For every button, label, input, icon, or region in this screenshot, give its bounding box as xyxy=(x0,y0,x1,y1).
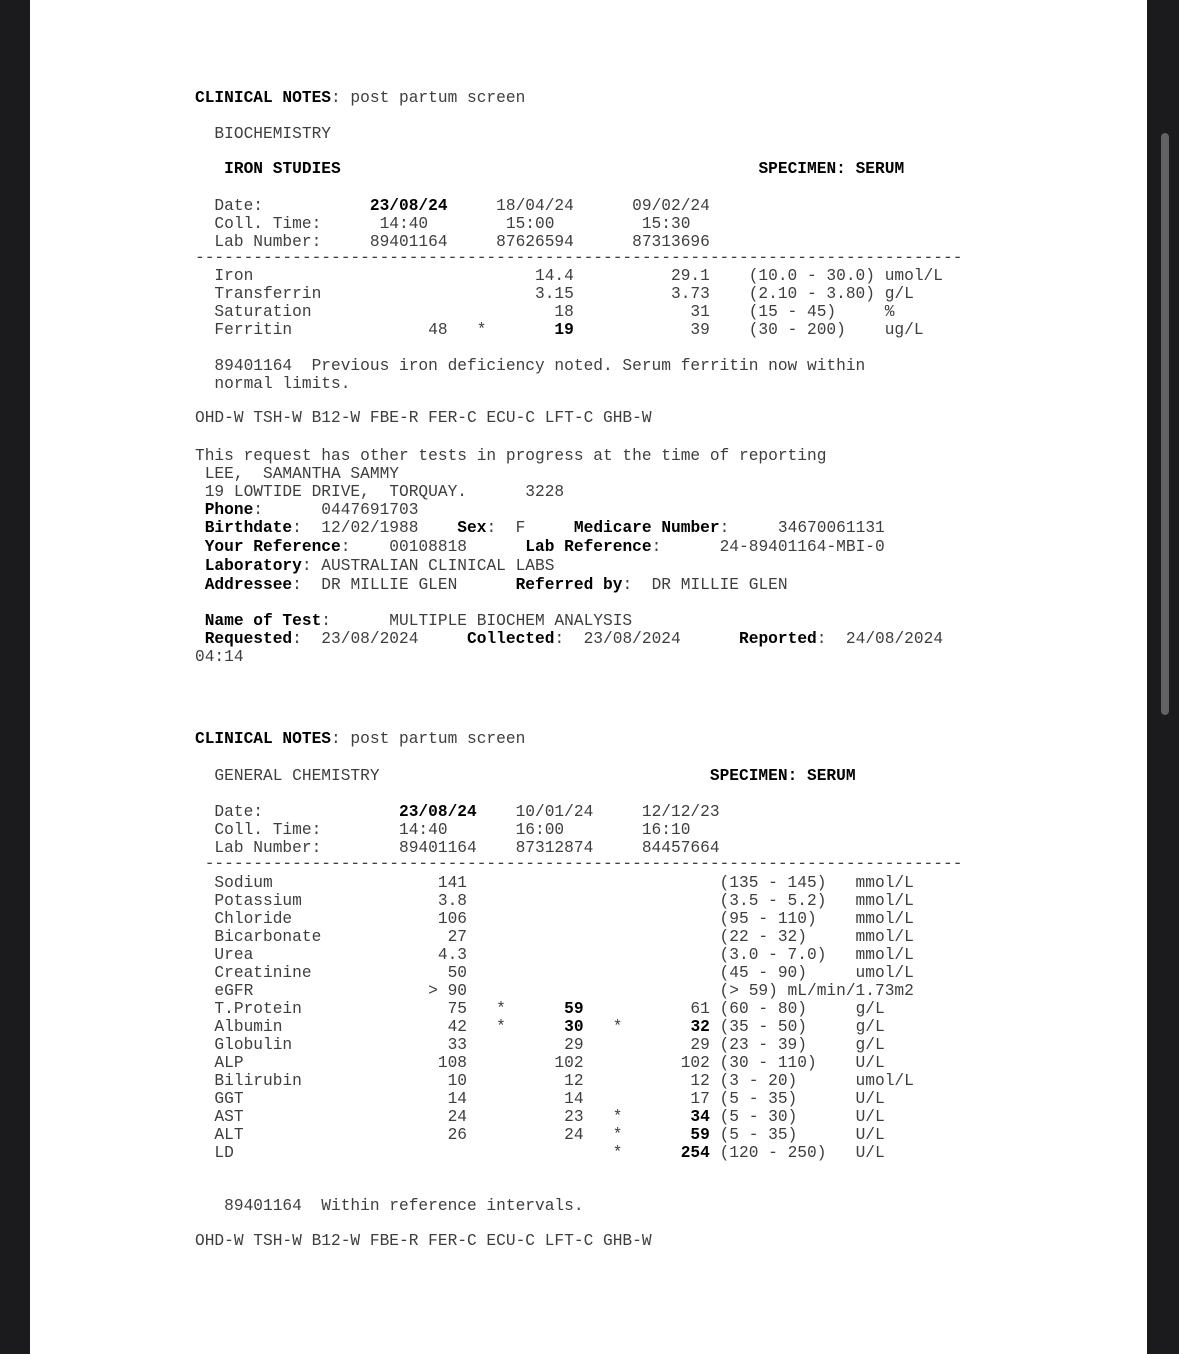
report-text xyxy=(195,89,1147,1250)
chem-time-row xyxy=(195,821,1147,839)
text-segment: : DR MILLIE GLEN xyxy=(622,576,788,594)
text-segment: eGFR > 90 (> 59) mL/min/1.73m2 xyxy=(195,982,914,1000)
text-segment xyxy=(195,557,205,575)
text-segment xyxy=(195,160,224,178)
text-segment: ------------------------------------------------------------------------------- xyxy=(195,249,963,267)
chem-divider xyxy=(195,855,1147,873)
text-segment: Iron 14.4 29.1 (10.0 - 30.0) umol/L xyxy=(195,267,943,285)
text-segment: : 23/08/2024 xyxy=(554,630,740,648)
text-segment: Lab Number: 89401164 87626594 87313696 xyxy=(195,233,710,251)
text-segment: Date: xyxy=(195,803,399,821)
patient-address xyxy=(195,483,1147,501)
text-segment: : 24/08/2024 xyxy=(816,630,944,648)
chem-row-urea xyxy=(195,946,1147,964)
text-segment: : MULTIPLE BIOCHEM ANALYSIS xyxy=(321,612,633,630)
text-segment: Bicarbonate 27 (22 - 32) mmol/L xyxy=(195,928,914,946)
patient-name xyxy=(195,465,1147,483)
text-segment: LEE, SAMANTHA SAMMY xyxy=(195,465,399,483)
text-segment: (120 - 250) U/L xyxy=(709,1144,885,1162)
test-name-row xyxy=(195,612,1147,630)
chem-row-creatinine xyxy=(195,964,1147,982)
reported-time xyxy=(195,648,1147,666)
chem-row-ggt xyxy=(195,1090,1147,1108)
iron-comment-1 xyxy=(195,357,1147,375)
chem-row-alt xyxy=(195,1126,1147,1144)
text-segment: Sex xyxy=(457,519,487,537)
text-segment: SPECIMEN: SERUM xyxy=(758,160,905,178)
text-segment: Lab Number: 89401164 87312874 84457664 xyxy=(195,839,720,857)
text-segment: Addressee xyxy=(204,576,293,594)
text-segment: : 24-89401164-MBI-0 xyxy=(651,538,885,556)
text-segment: 61 (60 - 80) g/L xyxy=(583,1000,885,1018)
references-row xyxy=(195,538,1147,556)
text-segment: This request has other tests in progress at the time of reporting xyxy=(195,447,827,465)
text-segment xyxy=(195,576,205,594)
text-segment: 19 LOWTIDE DRIVE, TORQUAY. 3228 xyxy=(195,483,565,501)
text-segment: Requested xyxy=(204,630,293,648)
in-progress-note xyxy=(195,447,1147,465)
text-segment: Sodium 141 (135 - 145) mmol/L xyxy=(195,874,914,892)
text-segment: 30 xyxy=(564,1018,584,1036)
text-segment: 23/08/24 xyxy=(369,197,448,215)
text-segment: 59 xyxy=(564,1000,584,1018)
iron-time-row xyxy=(195,215,1147,233)
text-segment: * xyxy=(583,1018,691,1036)
text-segment: AST 24 23 * xyxy=(195,1108,691,1126)
text-segment: BIOCHEMISTRY xyxy=(195,125,331,143)
text-segment: LD * xyxy=(195,1144,681,1162)
text-segment: T.Protein 75 * xyxy=(195,1000,565,1018)
iron-row-ferritin xyxy=(195,321,1147,339)
chem-row-ast xyxy=(195,1108,1147,1126)
text-segment: 34 xyxy=(690,1108,710,1126)
clinical-notes-1 xyxy=(195,89,1147,107)
text-segment: : 12/02/1988 xyxy=(292,519,458,537)
text-segment: ALT 26 24 * xyxy=(195,1126,691,1144)
text-segment: SPECIMEN: SERUM xyxy=(709,767,856,785)
text-segment: 18/04/24 09/02/24 xyxy=(447,197,710,215)
text-segment: Birthdate xyxy=(204,519,293,537)
scrollbar-thumb[interactable] xyxy=(1161,133,1169,715)
chem-row-chloride xyxy=(195,910,1147,928)
text-segment: : post partum screen xyxy=(331,89,526,107)
text-segment: OHD-W TSH-W B12-W FBE-R FER-C ECU-C LFT-C GHB-W xyxy=(195,409,652,427)
text-segment: : F xyxy=(486,519,574,537)
text-segment: : 0447691703 xyxy=(253,501,419,519)
test-codes-1 xyxy=(195,409,1147,427)
chem-row-bicarbonate xyxy=(195,928,1147,946)
text-segment: GENERAL CHEMISTRY xyxy=(195,767,710,785)
text-segment: (35 - 50) g/L xyxy=(709,1018,885,1036)
text-segment xyxy=(195,519,205,537)
text-segment: Bilirubin 10 12 12 (3 - 20) umol/L xyxy=(195,1072,914,1090)
text-segment: : AUSTRALIAN CLINICAL LABS xyxy=(301,557,555,575)
text-segment: Albumin 42 * xyxy=(195,1018,565,1036)
chem-row-ld xyxy=(195,1144,1147,1162)
text-segment: 32 xyxy=(690,1018,710,1036)
clinical-notes-2 xyxy=(195,730,1147,748)
window-chrome-left xyxy=(0,0,30,1354)
test-codes-2 xyxy=(195,1232,1147,1250)
window-chrome-right xyxy=(1147,0,1179,1354)
chem-comment xyxy=(195,1197,1147,1215)
text-segment: IRON STUDIES xyxy=(224,160,341,178)
text-segment xyxy=(195,538,205,556)
text-segment: Referred by xyxy=(515,576,623,594)
text-segment: Urea 4.3 (3.0 - 7.0) mmol/L xyxy=(195,946,914,964)
text-segment: Coll. Time: 14:40 15:00 15:30 xyxy=(195,215,691,233)
text-segment: : DR MILLIE GLEN xyxy=(292,576,516,594)
text-segment: 89401164 Previous iron deficiency noted. Serum ferritin now within xyxy=(195,357,866,375)
text-segment: 254 xyxy=(680,1144,710,1162)
text-segment: CLINICAL NOTES xyxy=(195,89,331,107)
chemistry-header xyxy=(195,767,1147,785)
text-segment: (5 - 30) U/L xyxy=(709,1108,885,1126)
text-segment: 59 xyxy=(690,1126,710,1144)
text-segment: 04:14 xyxy=(195,648,244,666)
text-segment: Collected xyxy=(467,630,555,648)
iron-comment-2 xyxy=(195,375,1147,393)
text-segment: ------------------------------------------------------------------------------ xyxy=(195,855,963,873)
text-segment: Transferrin 3.15 3.73 (2.10 - 3.80) g/L xyxy=(195,285,914,303)
chem-row-egfr xyxy=(195,982,1147,1000)
text-segment xyxy=(195,501,205,519)
text-segment xyxy=(195,630,205,648)
text-segment: Ferritin 48 * xyxy=(195,321,555,339)
text-segment: Your Reference xyxy=(204,538,341,556)
text-segment: Potassium 3.8 (3.5 - 5.2) mmol/L xyxy=(195,892,914,910)
text-segment: normal limits. xyxy=(195,375,351,393)
text-segment: : 00108818 xyxy=(340,538,526,556)
lab-report-document xyxy=(30,0,1147,1354)
text-segment: CLINICAL NOTES xyxy=(195,730,331,748)
chem-row-albumin xyxy=(195,1018,1147,1036)
text-segment: 39 (30 - 200) ug/L xyxy=(573,321,924,339)
text-segment: Name of Test xyxy=(204,612,322,630)
chem-row-sodium xyxy=(195,874,1147,892)
text-segment: : 23/08/2024 xyxy=(292,630,468,648)
chem-row-tprotein xyxy=(195,1000,1147,1018)
text-segment xyxy=(341,160,759,178)
text-segment: 10/01/24 12/12/23 xyxy=(476,803,720,821)
chem-row-alp xyxy=(195,1054,1147,1072)
chem-row-globulin xyxy=(195,1036,1147,1054)
text-segment: OHD-W TSH-W B12-W FBE-R FER-C ECU-C LFT-C GHB-W xyxy=(195,1232,652,1250)
text-segment: 89401164 Within reference intervals. xyxy=(195,1197,584,1215)
text-segment: : 34670061131 xyxy=(719,519,885,537)
section-biochemistry xyxy=(195,125,1147,143)
text-segment: : post partum screen xyxy=(331,730,526,748)
text-segment: Reported xyxy=(739,630,817,648)
iron-row-transferrin xyxy=(195,285,1147,303)
text-segment: 19 xyxy=(554,321,574,339)
iron-row-iron xyxy=(195,267,1147,285)
text-segment: GGT 14 14 17 (5 - 35) U/L xyxy=(195,1090,885,1108)
text-segment: Creatinine 50 (45 - 90) umol/L xyxy=(195,964,914,982)
iron-date-row xyxy=(195,197,1147,215)
chem-row-bilirubin xyxy=(195,1072,1147,1090)
iron-divider xyxy=(195,249,1147,267)
text-segment xyxy=(195,612,205,630)
text-segment: Medicare Number xyxy=(573,519,720,537)
requested-collected-reported-row xyxy=(195,630,1147,648)
text-segment: Lab Reference xyxy=(525,538,652,556)
iron-row-saturation xyxy=(195,303,1147,321)
text-segment: Phone xyxy=(204,501,254,519)
text-segment: 23/08/24 xyxy=(399,803,477,821)
chem-date-row xyxy=(195,803,1147,821)
text-segment: Saturation 18 31 (15 - 45) % xyxy=(195,303,895,321)
iron-studies-header xyxy=(195,160,1147,178)
patient-birthdate-sex-medicare xyxy=(195,519,1147,537)
laboratory-row xyxy=(195,557,1147,575)
text-segment: Date: xyxy=(195,197,370,215)
addressee-row xyxy=(195,576,1147,594)
text-segment: (5 - 35) U/L xyxy=(709,1126,885,1144)
text-segment: Chloride 106 (95 - 110) mmol/L xyxy=(195,910,914,928)
patient-phone xyxy=(195,501,1147,519)
text-segment: Laboratory xyxy=(204,557,302,575)
text-segment: ALP 108 102 102 (30 - 110) U/L xyxy=(195,1054,885,1072)
text-segment: Globulin 33 29 29 (23 - 39) g/L xyxy=(195,1036,885,1054)
text-segment: Coll. Time: 14:40 16:00 16:10 xyxy=(195,821,691,839)
chem-row-potassium xyxy=(195,892,1147,910)
